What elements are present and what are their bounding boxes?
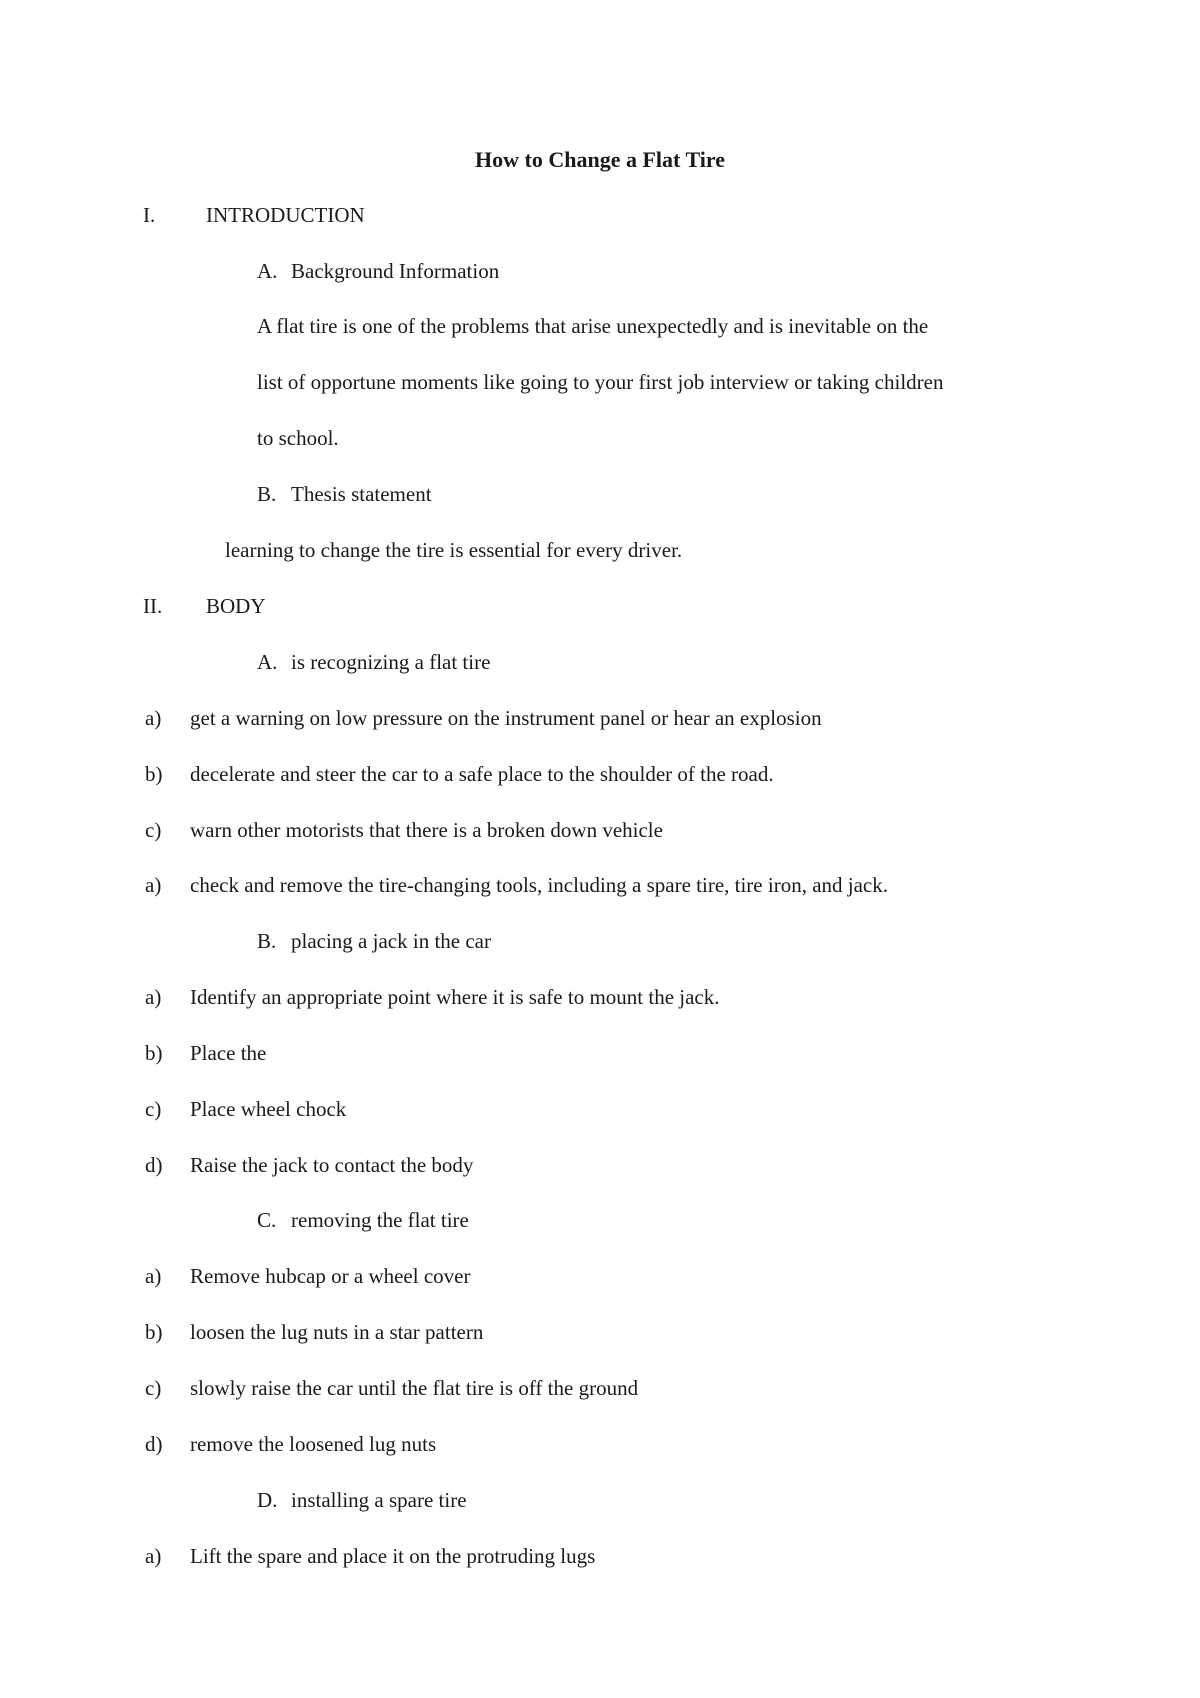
subsection-letter: B.	[257, 482, 277, 506]
subsection-letter: C.	[257, 1208, 277, 1232]
paragraph-line: list of opportune moments like going to your first job interview or taking children	[257, 370, 944, 394]
section-numeral: II.	[143, 594, 163, 618]
list-item-marker: c)	[145, 818, 162, 842]
list-item-marker: a)	[145, 873, 162, 897]
subsection-heading: installing a spare tire	[291, 1488, 467, 1512]
subsection-letter: D.	[257, 1488, 278, 1512]
paragraph-line: to school.	[257, 426, 339, 450]
list-item-text: Lift the spare and place it on the protruding lugs	[190, 1544, 596, 1568]
list-item-text: warn other motorists that there is a broken down vehicle	[190, 818, 663, 842]
list-item-marker: a)	[145, 1264, 162, 1288]
list-item-text: get a warning on low pressure on the instrument panel or hear an explosion	[190, 706, 822, 730]
list-item-text: decelerate and steer the car to a safe place to the shoulder of the road.	[190, 762, 774, 786]
subsection-heading: removing the flat tire	[291, 1208, 469, 1232]
section-heading: BODY	[206, 594, 266, 618]
subsection-letter: A.	[257, 650, 278, 674]
subsection-heading: placing a jack in the car	[291, 929, 491, 953]
list-item-marker: c)	[145, 1376, 162, 1400]
list-item-marker: b)	[145, 1320, 163, 1344]
list-item-text: remove the loosened lug nuts	[190, 1432, 437, 1456]
subsection-letter: A.	[257, 259, 278, 283]
subsection-heading: Thesis statement	[291, 482, 432, 506]
list-item-text: Remove hubcap or a wheel cover	[190, 1264, 471, 1288]
list-item-marker: a)	[145, 985, 162, 1009]
thesis-statement: learning to change the tire is essential for every driver.	[225, 538, 683, 562]
subsection-heading: Background Information	[291, 259, 500, 283]
list-item-text: slowly raise the car until the flat tire is off the ground	[190, 1376, 639, 1400]
list-item-marker: b)	[145, 1041, 163, 1065]
document-title: How to Change a Flat Tire	[475, 147, 725, 172]
section-heading: INTRODUCTION	[206, 203, 365, 227]
subsection-heading: is recognizing a flat tire	[291, 650, 491, 674]
list-item-marker: c)	[145, 1097, 162, 1121]
list-item-text: loosen the lug nuts in a star pattern	[190, 1320, 484, 1344]
list-item-text: Identify an appropriate point where it is safe to mount the jack.	[190, 985, 720, 1009]
list-item-text: Raise the jack to contact the body	[190, 1153, 474, 1177]
section-numeral: I.	[143, 203, 156, 227]
list-item-marker: d)	[145, 1432, 163, 1456]
list-item-marker: a)	[145, 1544, 162, 1568]
list-item-marker: a)	[145, 706, 162, 730]
paragraph-line: A flat tire is one of the problems that arise unexpectedly and is inevitable on the	[257, 314, 929, 338]
list-item-text: Place wheel chock	[190, 1097, 347, 1121]
list-item-text: Place the	[190, 1041, 267, 1065]
list-item-marker: b)	[145, 762, 163, 786]
subsection-letter: B.	[257, 929, 277, 953]
list-item-marker: d)	[145, 1153, 163, 1177]
list-item-text: check and remove the tire-changing tools, including a spare tire, tire iron, and jack.	[190, 873, 888, 897]
